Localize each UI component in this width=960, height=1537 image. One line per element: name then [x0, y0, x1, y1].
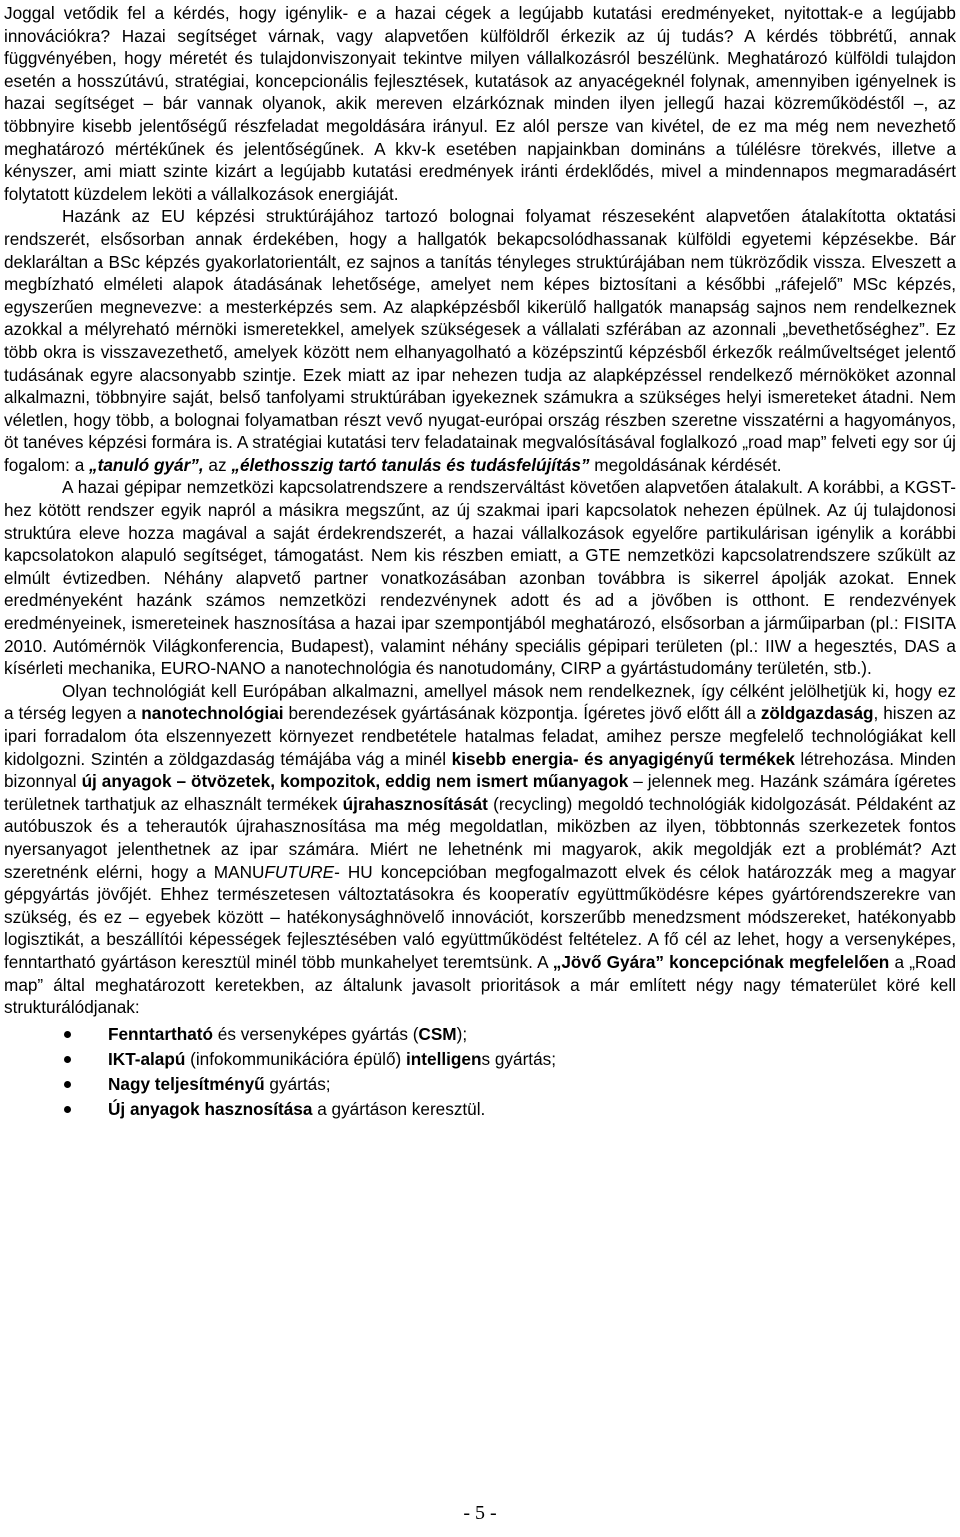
emphasized-text: zöldgazdaság — [760, 703, 874, 724]
list-item — [4, 1022, 956, 1047]
text-run: Hazánk az EU képzési struktúrájához tartozó bolognai folyamat részeseként alapvetően átalakította oktatási rendszerét, elsősorban annak érdekében, hogy a hallgatók bekapcsolódhassanak külföldi egyetemi képzésekbe. Bár deklaráltan a BSc képzés gyakorlatorientált, ez sajnos a tanítás tényleges struktúrájában nem tükröződik vissza. Elveszett a megbízható elméleti alapok átadásának lehetősége, amelyet nem képes biztosítani a későbbi „ráfejelő” MSc képzés, egyszerűen megnevezve: a mesterképzés sem. Az alapképzésből kikerülő hallgatók manapság sajnos nem rendelkeznek azokkal a mélyreható mérnöki ismeretekkel, amelyek szükségesek a vállalati szférában az azonnali „bevethetőséghez”. Ez több okra is visszavezethető, amelyek között nem elhanyagolható a középszintű képzésből érkezők reálműveltséget jelentő tudásának egyre alacsonyabb szintje. Ezek miatt az ipar nehezen tudja az alapképzéssel rendelkező mérnököket azonnal alkalmazni, többnyire saját, belső tanfolyami struktúrában igyekeznek számukra a szükséges helyi ismereteket átadni. Nem véletlen, hogy több, a bolognai folyamatban részt vevő nyugat-európai ország részben szeretne visszatérni a hagyományos, öt tanéves képzési formára is. A stratégiai kutatási terv feladatainak megvalósításával foglalkozó „road map” felveti egy sor új fogalom: a — [4, 206, 956, 475]
emphasized-text: „élethosszig tartó tanulás és tudásfelújítás” — [231, 454, 590, 475]
text-run: az — [203, 454, 232, 475]
text-run: létrehozása. Minden bizonnyal — [4, 748, 956, 792]
text-run: megoldásának kérdését. — [589, 454, 782, 475]
list-item — [4, 1072, 956, 1097]
emphasized-text: intelligen — [406, 1048, 482, 1069]
bullet-icon — [64, 1106, 71, 1113]
emphasized-text: Fenntartható — [108, 1023, 214, 1044]
paragraph — [4, 205, 956, 476]
text-run: (infokommunikációra épülő) — [185, 1048, 407, 1069]
bullet-icon — [64, 1031, 71, 1038]
text-run: (recycling) megoldó technológiák kidolgozását. Példaként az autóbuszok és a teherautók újrahasznosítása ma még megoldatlan, miközben az ilyen, többtonnás szerkezetek fontos nyersanyagot jelenthetnek az ipar számára. Miért ne lehetnénk mi magyarok, akik megoldják ezt a problémát? Azt szeretnénk elérni, hogy a MANU — [4, 793, 957, 882]
emphasized-text: CSM — [418, 1023, 457, 1044]
emphasized-text: Nagy teljesítményű — [108, 1073, 265, 1094]
emphasized-text: FUTURE — [264, 861, 335, 882]
body-text — [4, 2, 956, 1019]
bullet-icon — [64, 1081, 71, 1088]
list-item — [4, 1097, 956, 1122]
text-run: A hazai gépipar nemzetközi kapcsolatrendszere a rendszerváltást követően alapvetően átalakult. A korábbi, a KGST-hez kötött rendszer egyik napról a másikra megszűnt, az új szakmai ipari kapcsolatok nehezen épülnek. Az új tulajdonosi struktúra eleve hozza magával a saját érdekrendszerét, a hazai vállalkozások egyelőre partikulárisan igénylik a korábbi kapcsolatokon alapuló segítséget, támogatást. Nem kis részben emiatt, a GTE nemzetközi kapcsolatrendszere szűkült az elmúlt évtizedben. Néhány alapvető partner vonatkozásában azonban továbbra is sikerrel ápolják azokat. Ennek eredményeként hazánk számos nemzetközi rendezvénynek adott és ad a jövőben is otthont. E rendezvények eredményeinek, ismereteinek hasznosítása a hazai ipar szempontjából meghatározó, elsősorban a járműiparban (pl.: FISITA 2010. Autómérnök Világkonferencia, Budapest), valamint néhány speciális gépipari területen (pl.: IIW a hegesztés, DAS a kísérleti mechanika, EURO-NANO a nanotechnológia és nanotudomány, CIRP a gyártástudomány területén, stb.). — [4, 477, 956, 679]
emphasized-text: új anyagok – ötvözetek, kompozitok, eddig nem ismert műanyagok — [81, 771, 629, 792]
text-run: és versenyképes gyártás ( — [213, 1023, 419, 1044]
text-run: ); — [456, 1023, 468, 1044]
emphasized-text: újrahasznosítását — [342, 793, 488, 814]
emphasized-text: Új anyagok hasznosítása — [108, 1098, 313, 1119]
text-run: , hiszen az ipari forradalom óta elszennyezett környezet rendbetétele hatalmas feladat, amihez persze megfelelő technológiákat kell kidolgozni. Szintén a zöldgazdaság témájába vág a minél — [4, 703, 956, 769]
emphasized-text: „tanuló gyár”, — [89, 454, 204, 475]
text-run: – jelennek meg. Hazánk számára ígéretes területnek tarthatjuk az elhasznált termékek — [4, 771, 956, 814]
text-run: Joggal vetődik fel a kérdés, hogy igénylik- e a hazai cégek a legújabb kutatási eredményeket, nyitottak-e a legújabb innovációkra? Hazai segítséget várnak, vagy alapvetően külföldről érkezik az új tudás? A kérdés többrétű, annak függvényében, hogy méretét és tulajdonviszonyait tekintve milyen vállalkozásról beszélünk. Meghatározó külföldi tulajdon esetén a hosszútávú, stratégiai, koncepcionális fejlesztések, kutatások az anyacégeknél folynak, amennyiben igényelnek is hazai segítséget – bár vannak olyanok, akik mereven elzárkóznak minden ilyen jellegű hazai közreműködéstől –, az többnyire kisebb jelentőségű részfeladat megoldására irányul. Ez alól persze van kivétel, de ez ma még nem nevezhető meghatározó mértékűnek és jelentőségűnek. A kkv-k esetében napjainkban domináns a túlélésre törekvés, illetve a kényszer, ami miatt szinte kizárt a legújabb kutatási eredmények iránti érdeklődés, mivel a mindennapos megmaradásért folytatott küzdelem leköti a vállalkozások energiáját. — [4, 3, 956, 204]
text-run: s gyártás; — [481, 1048, 556, 1069]
emphasized-text: nanotechnológiai — [141, 703, 284, 724]
text-run: berendezések gyártásának központja. Ígéretes jövő előtt áll a — [283, 703, 761, 724]
text-run: Olyan technológiát kell Európában alkalmazni, amellyel mások nem rendelkeznek, így célként jelölhetjük ki, hogy ez a térség legyen a — [4, 680, 956, 724]
list-item — [4, 1047, 956, 1072]
text-run: gyártás; — [264, 1073, 331, 1094]
text-run: a gyártáson keresztül. — [312, 1098, 486, 1119]
bullet-icon — [64, 1056, 71, 1063]
paragraph — [4, 2, 956, 205]
paragraph — [4, 680, 956, 1019]
page-number: - 5 - — [463, 1502, 497, 1524]
paragraph — [4, 476, 956, 679]
text-run: a „Road map” által meghatározott keretekben, az általunk javasolt prioritások a már említett négy nagy tématerület köré kell strukturálódjanak: — [4, 951, 957, 1018]
emphasized-text: kisebb energia- és anyagigényű termékek — [451, 748, 795, 769]
text-run: - HU koncepcióban megfogalmazott elvek és célok határozzák meg a magyar gépgyártás jövőjét. Ehhez természetesen változtatásokra és kooperatív együttműködésre képes gyártórendszerekre van szükség, és ez – egyebek között – hatékonysághnövelő innovációt, korszerűbb menedzsment módszereket, hatékonyabb logisztikát, a beszállítói képességek fejlesztésében való együttműködést feltételez. A fő cél az lehet, hogy a versenyképes, fenntartható gyártáson keresztül minél több munkahelyet teremtsünk. A — [4, 861, 956, 972]
emphasized-text: „Jövő Gyára” koncepciónak megfelelően — [552, 951, 890, 972]
bullet-list — [4, 1022, 956, 1122]
emphasized-text: IKT-alapú — [108, 1048, 186, 1069]
